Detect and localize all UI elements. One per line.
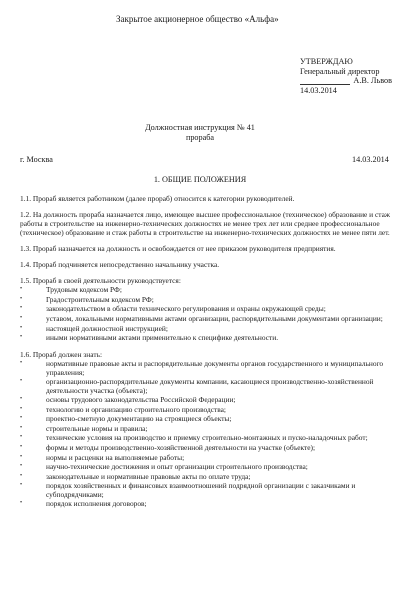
approval-block [300, 57, 392, 95]
paragraph-1-6: 1.6. Прораб должен знать: [20, 349, 103, 359]
paragraph-1-2: 1.2. На должность прораба назначается лицо, имеющее высшее профессиональное (техническое) образование и стаж работы в строительстве на инженерно-технических должностях не менее трех лет или среднее профессиональное (техническое) образование и стаж работы в строительстве на инженерно-технических должностях не менее пяти лет. [20, 210, 390, 238]
section-title: 1. ОБЩИЕ ПОЛОЖЕНИЯ [153, 175, 247, 184]
paragraph-1-4: 1.4. Прораб подчиняется непосредственно начальнику участка. [20, 260, 220, 270]
list-item: • законодательные и нормативные правовые акты по оплате труда; [20, 471, 251, 481]
bullet-icon: • [20, 377, 23, 384]
bullet-icon: • [20, 424, 23, 431]
list-item: • проектно-сметную документацию на строящиеся объекты; [20, 414, 232, 424]
document-title [0, 123, 400, 143]
list-item: • строительные нормы и правила; [20, 423, 148, 433]
list-item: • порядок хозяйственных и финансовых взаимоотношений подрядной организации с заказчиками и субподрядчиками; [20, 481, 356, 500]
bullet-icon: • [20, 472, 23, 479]
company-name: Закрытое акционерное общество «Альфа» [116, 14, 279, 24]
director-name: А.В. Львов [353, 76, 392, 86]
title-line-1: Должностная инструкция № 41 [145, 123, 255, 132]
list-item: • основы трудового законодательства Российской Федерации; [20, 394, 236, 404]
list-item: • нормативные правовые акты и распорядительные документы органов государственного и муниципального управления; [20, 358, 384, 377]
bullet-icon: • [20, 482, 23, 489]
approval-word: УТВЕРЖДАЮ [300, 57, 353, 66]
bullet-icon: • [20, 500, 23, 507]
list-item: • технические условия на производство и приемку строительно-монтажных и пуско-наладочных работ; [20, 433, 368, 443]
signature-underline [300, 76, 350, 85]
bullet-icon: • [20, 405, 23, 412]
list-item: • нормы и расценки на выполняемые работы; [20, 452, 185, 462]
document-body [20, 194, 395, 509]
list-item: • Трудовым кодексом РФ; [20, 285, 122, 295]
bullet-icon: • [20, 359, 23, 366]
list-item: • технологию и организацию строительного производства; [20, 404, 226, 414]
paragraph-1-1: 1.1. Прораб является работником (далее прораб) относится к категории руководителей. [20, 194, 295, 203]
paragraph-1-5: 1.5. Прораб в своей деятельности руководствуется: [20, 276, 181, 286]
list-item: • настоящей должностной инструкцией; [20, 323, 168, 333]
approval-date: 14.03.2014 [300, 85, 337, 95]
bullet-icon: • [20, 334, 23, 341]
bullet-icon: • [20, 315, 23, 321]
list-item: • научно-технические достижения и опыт организации строительного производства; [20, 462, 308, 472]
bullet-icon: • [20, 295, 23, 302]
list-item: • уставом, локальными нормативными актами организации, распорядительными документами организации; [20, 314, 383, 323]
list-item: • порядок исполнения договоров; [20, 499, 147, 509]
bullet-icon: • [20, 395, 23, 402]
list-item: • законодательством в области технического регулирования и охраны окружающей среды; [20, 304, 326, 314]
list-item: • организационно-распорядительные документы компании, касающиеся производственно-хозяйственной деятельности участка (объекта); [20, 376, 374, 395]
list-item: • иными нормативными актами применительно к специфике деятельности. [20, 333, 279, 343]
list-item: • Градостроительным кодексом РФ; [20, 294, 154, 304]
list-item: • формы и методы производственно-хозяйственной деятельности на участке (объекте); [20, 442, 316, 452]
bullet-icon: • [20, 443, 23, 450]
bullet-icon: • [20, 324, 23, 331]
bullet-icon: • [20, 415, 23, 422]
document-date: 14.03.2014 [352, 155, 389, 164]
bullet-icon: • [20, 286, 23, 293]
bullet-icon: • [20, 434, 23, 441]
place: г. Москва [20, 155, 53, 164]
paragraph-1-3: 1.3. Прораб назначается на должность и освобождается от нее приказом руководителя предприятия. [20, 244, 336, 254]
signature-line [300, 76, 392, 86]
title-line-2: прораба [185, 132, 215, 142]
bullet-icon: • [20, 453, 23, 460]
bullet-icon: • [20, 463, 23, 470]
director-position: Генеральный директор [300, 66, 380, 76]
bullet-icon: • [20, 305, 23, 312]
